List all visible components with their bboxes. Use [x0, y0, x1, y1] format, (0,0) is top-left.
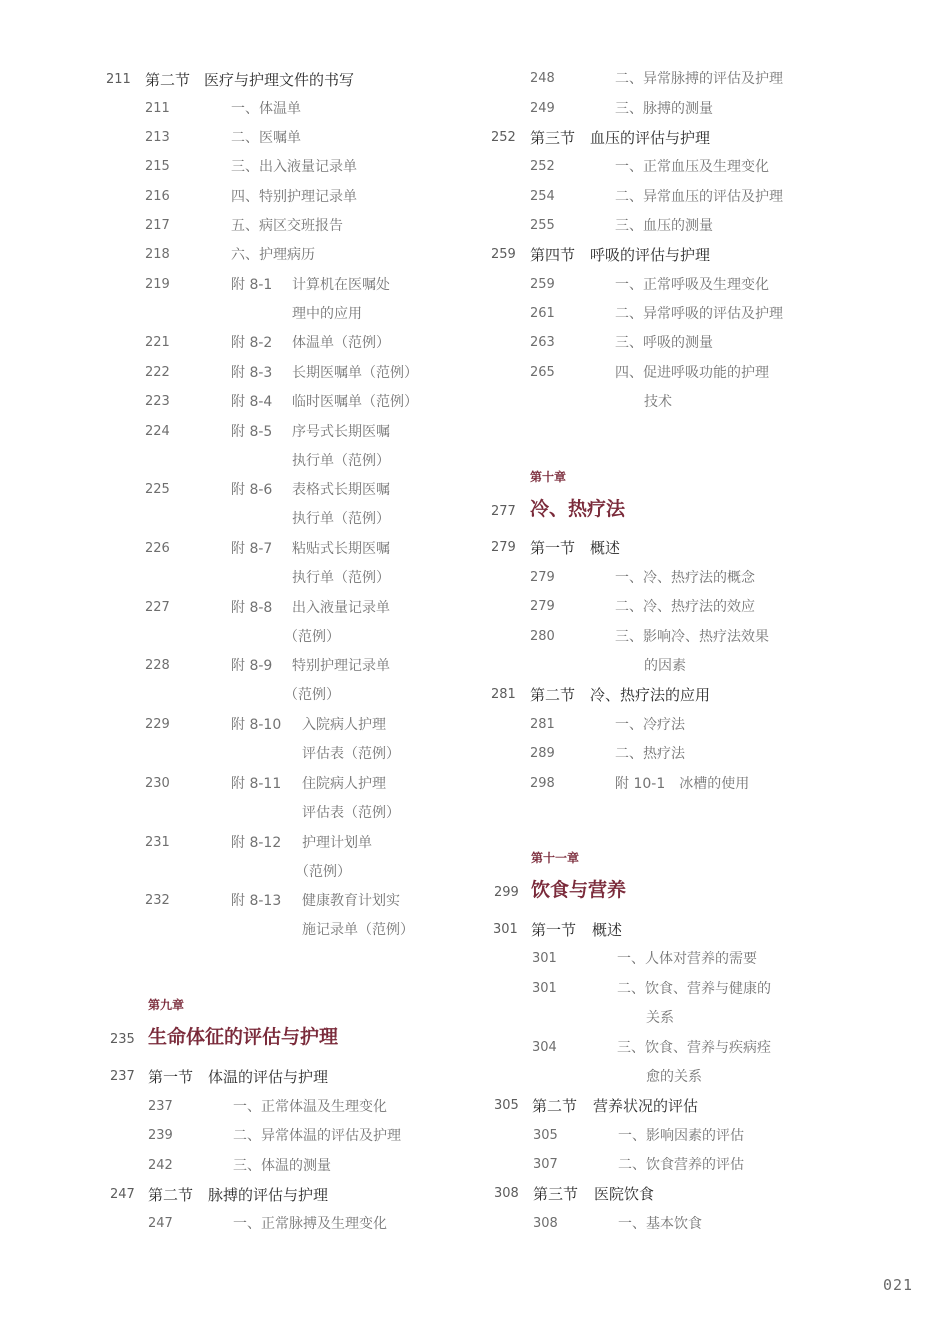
section-title: 体温的评估与护理 [208, 1068, 329, 1086]
annex-title: 入院病人护理 [302, 717, 386, 733]
page-ref: 225 [145, 482, 170, 497]
page-ref: 265 [530, 365, 555, 380]
page-ref: 308 [533, 1216, 558, 1231]
page-ref: 226 [145, 541, 170, 556]
annex-title-cont: 施记录单（范例） [302, 922, 414, 938]
page-ref: 221 [145, 335, 170, 350]
item-title: 一、正常脉搏及生理变化 [233, 1216, 387, 1232]
section-title: 医院饮食 [594, 1185, 655, 1203]
page-ref: 217 [145, 218, 170, 233]
annex-title: 计算机在医嘱处 [292, 277, 390, 293]
section-title: 脉搏的评估与护理 [208, 1186, 329, 1204]
page-ref: 255 [530, 218, 555, 233]
section-title: 血压的评估与护理 [590, 129, 711, 147]
page-ref: 298 [530, 776, 555, 791]
section-number: 第二节 [530, 686, 576, 704]
page-ref: 261 [530, 306, 555, 321]
page-ref: 281 [491, 687, 516, 702]
section-number: 第二节 [532, 1097, 578, 1115]
section-title: 概述 [592, 921, 623, 939]
annex-title-cont: 评估表（范例） [302, 805, 400, 821]
page-ref: 308 [494, 1186, 519, 1201]
annex-label: 附 8-3 [231, 365, 273, 381]
chapter-number: 第九章 [148, 998, 185, 1012]
item-title-cont: 关系 [646, 1010, 674, 1026]
page-ref: 254 [530, 189, 555, 204]
item-title: 三、出入液量记录单 [231, 159, 357, 175]
section-number: 第一节 [148, 1068, 194, 1086]
page-ref: 223 [145, 394, 170, 409]
page-ref: 279 [491, 540, 516, 555]
page-ref: 307 [533, 1157, 558, 1172]
item-title: 一、体温单 [231, 101, 301, 117]
item-title: 三、脉搏的测量 [615, 101, 713, 117]
annex-label: 附 8-8 [231, 600, 273, 616]
item-title: 二、饮食、营养与健康的 [617, 981, 771, 997]
section-title: 医疗与护理文件的书写 [204, 71, 355, 89]
annex-label: 附 8-1 [231, 277, 273, 293]
annex-label: 附 8-12 [231, 835, 282, 851]
item-title-cont: 技术 [644, 394, 672, 410]
page-ref: 229 [145, 717, 170, 732]
annex-title: 临时医嘱单（范例） [292, 394, 418, 410]
page-ref: 235 [110, 1032, 135, 1047]
annex-title-cont: （范例） [284, 687, 340, 703]
page-ref: 232 [145, 893, 170, 908]
item-title: 二、热疗法 [615, 746, 685, 762]
item-title: 二、医嘱单 [231, 130, 301, 146]
item-title: 一、冷疗法 [615, 717, 685, 733]
page-ref: 237 [148, 1099, 173, 1114]
page-ref: 259 [530, 277, 555, 292]
page-ref: 305 [533, 1128, 558, 1143]
annex-label: 附 8-10 [231, 717, 282, 733]
annex-label: 附 8-13 [231, 893, 282, 909]
page-ref: 249 [530, 101, 555, 116]
chapter-title: 冷、热疗法 [530, 498, 626, 520]
page-ref: 263 [530, 335, 555, 350]
section-number: 第三节 [530, 129, 576, 147]
section-title: 呼吸的评估与护理 [590, 246, 711, 264]
section-title: 营养状况的评估 [593, 1097, 699, 1115]
page-ref: 248 [530, 71, 555, 86]
annex-title: 特别护理记录单 [292, 658, 390, 674]
chapter-title: 生命体征的评估与护理 [148, 1026, 339, 1048]
item-title-cont: 的因素 [644, 658, 686, 674]
annex-label: 附 8-11 [231, 776, 282, 792]
page-ref: 224 [145, 424, 170, 439]
page-ref: 299 [494, 885, 519, 900]
item-title: 二、异常呼吸的评估及护理 [615, 306, 783, 322]
chapter-number: 第十章 [530, 470, 567, 484]
annex-title: 出入液量记录单 [292, 600, 390, 616]
chapter-title: 饮食与营养 [531, 879, 627, 901]
page-ref: 252 [491, 130, 516, 145]
section-number: 第二节 [145, 71, 191, 89]
page-ref: 279 [530, 599, 555, 614]
annex-title: 序号式长期医嘱 [292, 424, 390, 440]
item-title: 一、正常血压及生理变化 [615, 159, 769, 175]
page-ref: 280 [530, 629, 555, 644]
item-title: 一、正常呼吸及生理变化 [615, 277, 769, 293]
page-ref: 301 [532, 951, 557, 966]
section-number: 第四节 [530, 246, 576, 264]
annex-title-cont: 执行单（范例） [292, 511, 390, 527]
item-title: 四、促进呼吸功能的护理 [615, 365, 769, 381]
page-ref: 231 [145, 835, 170, 850]
annex-title-cont: 执行单（范例） [292, 570, 390, 586]
annex-title: 住院病人护理 [302, 776, 386, 792]
annex-title-cont: 评估表（范例） [302, 746, 400, 762]
annex-label: 附 8-6 [231, 482, 273, 498]
page-ref: 259 [491, 247, 516, 262]
annex-title: 粘贴式长期医嘱 [292, 541, 390, 557]
item-title: 一、人体对营养的需要 [617, 951, 757, 967]
item-title: 四、特别护理记录单 [231, 189, 357, 205]
item-title: 三、影响冷、热疗法效果 [615, 629, 769, 645]
page-ref: 277 [491, 504, 516, 519]
annex-title-cont: （范例） [295, 864, 351, 880]
page-ref: 304 [532, 1040, 557, 1055]
annex-label: 附 8-7 [231, 541, 273, 557]
page-ref: 242 [148, 1158, 173, 1173]
page-ref: 305 [494, 1098, 519, 1113]
page-number: 021 [883, 1276, 914, 1294]
page-ref: 216 [145, 189, 170, 204]
item-title: 五、病区交班报告 [231, 218, 343, 234]
page-ref: 227 [145, 600, 170, 615]
item-title: 二、饮食营养的评估 [618, 1157, 744, 1173]
item-title: 一、正常体温及生理变化 [233, 1099, 387, 1115]
item-title: 二、异常脉搏的评估及护理 [615, 71, 783, 87]
annex-title-cont: 理中的应用 [292, 306, 362, 322]
page-ref: 247 [148, 1216, 173, 1231]
annex-label: 附 8-9 [231, 658, 273, 674]
annex-label: 附 8-2 [231, 335, 273, 351]
item-title: 三、饮食、营养与疾病痊 [617, 1040, 771, 1056]
annex-label: 附 8-5 [231, 424, 273, 440]
annex-title: 长期医嘱单（范例） [292, 365, 418, 381]
item-title: 六、护理病历 [231, 247, 315, 263]
item-title: 一、影响因素的评估 [618, 1128, 744, 1144]
item-title: 附 10-1 冰槽的使用 [615, 776, 750, 792]
item-title: 三、血压的测量 [615, 218, 713, 234]
section-number: 第三节 [533, 1185, 579, 1203]
page-ref: 213 [145, 130, 170, 145]
section-title: 冷、热疗法的应用 [590, 686, 711, 704]
page-ref: 301 [532, 981, 557, 996]
page-ref: 237 [110, 1069, 135, 1084]
page-ref: 219 [145, 277, 170, 292]
page-ref: 228 [145, 658, 170, 673]
annex-title-cont: （范例） [284, 629, 340, 645]
chapter-number: 第十一章 [531, 851, 580, 865]
item-title: 二、异常体温的评估及护理 [233, 1128, 401, 1144]
item-title: 一、冷、热疗法的概念 [615, 570, 755, 586]
page-ref: 289 [530, 746, 555, 761]
page-ref: 239 [148, 1128, 173, 1143]
page-ref: 211 [106, 72, 131, 87]
annex-title: 表格式长期医嘱 [292, 482, 390, 498]
page-ref: 218 [145, 247, 170, 262]
page-ref: 215 [145, 159, 170, 174]
section-number: 第二节 [148, 1186, 194, 1204]
section-number: 第一节 [531, 921, 577, 939]
item-title-cont: 愈的关系 [646, 1069, 702, 1085]
page-ref: 279 [530, 570, 555, 585]
annex-title: 健康教育计划实 [302, 893, 400, 909]
section-title: 概述 [590, 539, 621, 557]
item-title: 一、基本饮食 [618, 1216, 702, 1232]
page-ref: 222 [145, 365, 170, 380]
page-ref: 211 [145, 101, 170, 116]
annex-title: 体温单（范例） [292, 335, 390, 351]
page-ref: 281 [530, 717, 555, 732]
item-title: 二、冷、热疗法的效应 [615, 599, 755, 615]
page-ref: 252 [530, 159, 555, 174]
page-ref: 230 [145, 776, 170, 791]
item-title: 三、呼吸的测量 [615, 335, 713, 351]
item-title: 三、体温的测量 [233, 1158, 331, 1174]
annex-title-cont: 执行单（范例） [292, 453, 390, 469]
annex-label: 附 8-4 [231, 394, 273, 410]
item-title: 二、异常血压的评估及护理 [615, 189, 783, 205]
page-ref: 247 [110, 1187, 135, 1202]
page-ref: 301 [493, 922, 518, 937]
section-number: 第一节 [530, 539, 576, 557]
annex-title: 护理计划单 [302, 835, 372, 851]
